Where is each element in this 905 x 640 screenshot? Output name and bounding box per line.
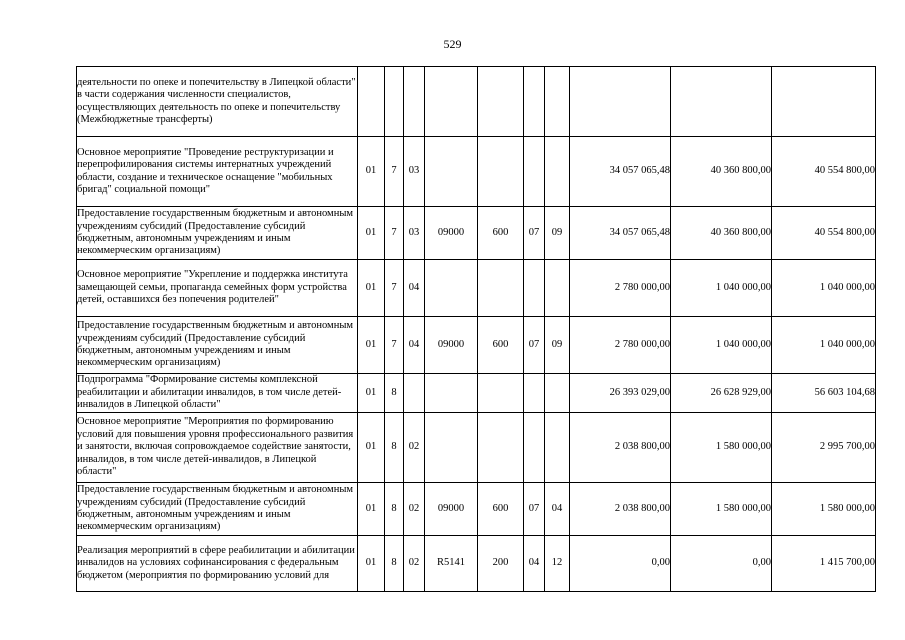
code-admin [358,67,385,137]
code-direction: R5141 [425,536,478,592]
amount-year-1 [570,67,671,137]
code-program: 7 [385,317,404,374]
code-section [524,374,545,413]
code-expense-type [478,413,524,483]
amount-year-1: 34 057 065,48 [570,207,671,260]
code-subsection: 09 [545,317,570,374]
amount-year-1: 2 780 000,00 [570,260,671,317]
amount-year-3: 1 415 700,00 [772,536,876,592]
amount-year-2: 1 040 000,00 [671,260,772,317]
budget-table [76,66,876,592]
amount-year-1: 2 780 000,00 [570,317,671,374]
row-name: Основное мероприятие "Проведение реструктуризации и перепрофилирования системы интернатных учреждений области, создание и техническое оснащение "мобильных бригад" социальной помощи" [77,137,358,207]
row-name: Подпрограмма "Формирование системы комплексной реабилитации и абилитации инвалидов, в том числе детей-инвалидов в Липецкой области" [77,374,358,413]
code-expense-type: 200 [478,536,524,592]
code-program: 8 [385,483,404,536]
row-name: Реализация мероприятий в сфере реабилитации и абилитации инвалидов на условиях софинансирования с федеральным бюджетом (мероприятия по формированию условий для [77,536,358,592]
amount-year-3: 2 995 700,00 [772,413,876,483]
amount-year-2: 1 580 000,00 [671,483,772,536]
amount-year-1: 26 393 029,00 [570,374,671,413]
code-direction [425,260,478,317]
code-direction: 09000 [425,317,478,374]
code-expense-type [478,137,524,207]
code-direction: 09000 [425,483,478,536]
table-row [77,67,876,137]
amount-year-2: 0,00 [671,536,772,592]
row-name: Предоставление государственным бюджетным и автономным учреждениям субсидий (Предоставление субсидий бюджетным, автономным учреждениям и иным некоммерческим организациям) [77,483,358,536]
code-admin: 01 [358,536,385,592]
amount-year-3: 40 554 800,00 [772,207,876,260]
row-name: деятельности по опеке и попечительству в Липецкой области" в части содержания численности специалистов, осуществляющих деятельность по опеке и попечительству (Межбюджетные трансферты) [77,67,358,137]
code-section: 04 [524,536,545,592]
code-program: 7 [385,137,404,207]
code-admin: 01 [358,374,385,413]
code-direction [425,67,478,137]
code-admin: 01 [358,413,385,483]
code-subsection: 12 [545,536,570,592]
table-body [77,67,876,592]
amount-year-2: 40 360 800,00 [671,137,772,207]
code-section [524,67,545,137]
code-subprogram: 03 [404,137,425,207]
code-direction [425,413,478,483]
code-admin: 01 [358,260,385,317]
code-section: 07 [524,483,545,536]
code-expense-type: 600 [478,317,524,374]
code-program [385,67,404,137]
code-subprogram [404,374,425,413]
code-subsection [545,260,570,317]
code-direction [425,374,478,413]
amount-year-1: 34 057 065,48 [570,137,671,207]
code-expense-type [478,67,524,137]
code-section [524,413,545,483]
table-row [77,137,876,207]
code-direction: 09000 [425,207,478,260]
code-program: 8 [385,536,404,592]
code-program: 7 [385,207,404,260]
code-subsection [545,374,570,413]
code-expense-type: 600 [478,207,524,260]
code-subprogram: 04 [404,317,425,374]
code-expense-type [478,374,524,413]
table-row [77,483,876,536]
code-direction [425,137,478,207]
amount-year-3: 1 580 000,00 [772,483,876,536]
row-name: Предоставление государственным бюджетным и автономным учреждениям субсидий (Предоставление субсидий бюджетным, автономным учреждениям и иным некоммерческим организациям) [77,317,358,374]
code-section: 07 [524,207,545,260]
table-row [77,413,876,483]
code-subsection: 09 [545,207,570,260]
code-program: 8 [385,374,404,413]
page-number: 529 [443,37,462,51]
amount-year-1: 2 038 800,00 [570,483,671,536]
code-admin: 01 [358,317,385,374]
table-row [77,317,876,374]
code-section [524,137,545,207]
amount-year-1: 2 038 800,00 [570,413,671,483]
code-subsection: 04 [545,483,570,536]
code-subprogram: 03 [404,207,425,260]
amount-year-2: 1 040 000,00 [671,317,772,374]
code-program: 7 [385,260,404,317]
amount-year-3 [772,67,876,137]
code-subprogram: 02 [404,483,425,536]
amount-year-2: 1 580 000,00 [671,413,772,483]
amount-year-2 [671,67,772,137]
code-subprogram: 04 [404,260,425,317]
code-subsection [545,413,570,483]
code-section [524,260,545,317]
row-name: Предоставление государственным бюджетным и автономным учреждениям субсидий (Предоставление субсидий бюджетным, автономным учреждениям и иным некоммерческим организациям) [77,207,358,260]
amount-year-3: 1 040 000,00 [772,317,876,374]
code-admin: 01 [358,207,385,260]
amount-year-3: 40 554 800,00 [772,137,876,207]
table-row [77,260,876,317]
code-subprogram: 02 [404,536,425,592]
code-program: 8 [385,413,404,483]
amount-year-3: 56 603 104,68 [772,374,876,413]
code-expense-type: 600 [478,483,524,536]
code-subprogram: 02 [404,413,425,483]
amount-year-2: 40 360 800,00 [671,207,772,260]
amount-year-3: 1 040 000,00 [772,260,876,317]
code-subsection [545,67,570,137]
row-name: Основное мероприятие "Укрепление и поддержка института замещающей семьи, пропаганда семейных форм устройства детей, оставшихся без попечения родителей" [77,260,358,317]
table-row [77,536,876,592]
code-subprogram [404,67,425,137]
table-row [77,207,876,260]
code-admin: 01 [358,483,385,536]
row-name: Основное мероприятие "Мероприятия по формированию условий для повышения уровня профессионального развития и занятости, включая сопровождаемое содействие занятости, инвалидов, в том числе детей-инвалидов, в Липецкой области" [77,413,358,483]
code-subsection [545,137,570,207]
code-admin: 01 [358,137,385,207]
table-row [77,374,876,413]
amount-year-2: 26 628 929,00 [671,374,772,413]
code-section: 07 [524,317,545,374]
code-expense-type [478,260,524,317]
amount-year-1: 0,00 [570,536,671,592]
